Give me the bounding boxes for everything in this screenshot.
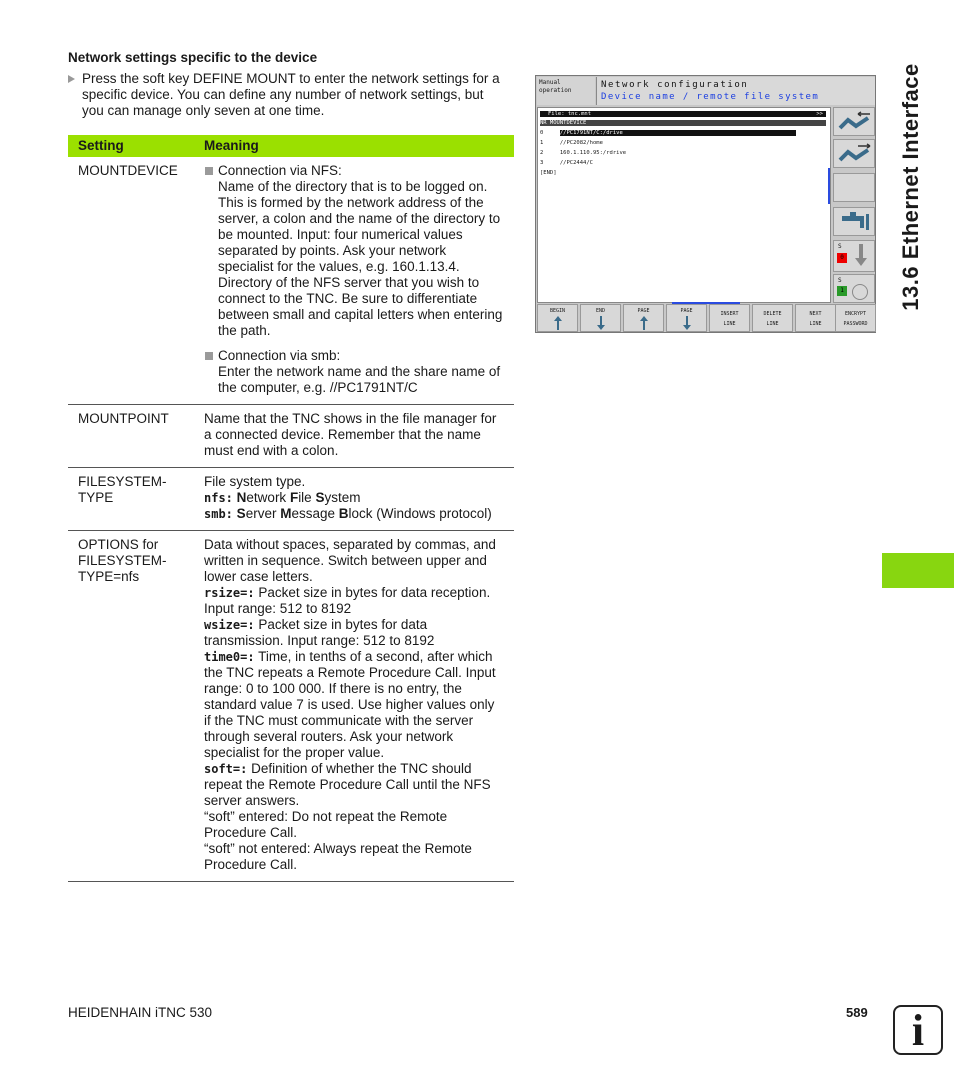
meaning-mountpoint: Name that the TNC shows in the file manager for a connected device. Remember that the name must end with a colon.	[204, 405, 514, 468]
intro-paragraph	[68, 71, 508, 119]
column-header: NR MOUNTDEVICE	[540, 120, 826, 126]
scrollbar[interactable]	[828, 168, 830, 204]
wsize-definition: wsize=: Packet size in bytes for data transmission. Input range: 512 to 8192	[204, 617, 435, 648]
setting-name-line: FILESYSTEM-	[78, 474, 167, 489]
horizontal-softkeys	[537, 304, 876, 332]
table-header-row	[68, 135, 514, 157]
meaning-mountdevice	[204, 157, 514, 405]
softkey-spindle-off[interactable]	[833, 240, 875, 272]
arrow-up-icon	[553, 316, 563, 330]
screen-title	[596, 77, 875, 105]
spindle-label: S	[838, 277, 842, 284]
table-row	[68, 405, 514, 468]
softkey-begin[interactable]: BEGIN	[537, 304, 578, 332]
vertical-softkeys	[833, 107, 875, 303]
softkey-insert-line[interactable]: INSERT LINE	[709, 304, 750, 332]
softkey-delete-line[interactable]: DELETE LINE	[752, 304, 793, 332]
footer-product: HEIDENHAIN iTNC 530	[68, 1005, 213, 1020]
time0-definition: time0=: Time, in tenths of a second, after which the TNC repeats a Remote Procedure Call. Input range: 0 to 100 000. If there is no entry, the standard value 7 is used. Use higher values only if the TNC must communicate with the server through several routers. Ask your network specialist for the proper value.	[204, 649, 496, 760]
mode-line: operation	[539, 87, 572, 94]
end-marker: [END]	[540, 170, 557, 176]
softkey-page-up[interactable]: PAGE	[623, 304, 664, 332]
filesystem-intro: File system type.	[204, 474, 306, 489]
spindle-on-value: 1	[837, 286, 847, 296]
softkey-next-line[interactable]: NEXT LINE	[795, 304, 836, 332]
setting-name-line: OPTIONS for	[78, 537, 159, 552]
softkey-shift-right[interactable]	[833, 139, 875, 168]
setting-mountdevice: MOUNTDEVICE	[68, 157, 204, 405]
tap-icon	[834, 208, 874, 235]
setting-options	[68, 531, 204, 882]
bullet-triangle-icon	[68, 75, 75, 83]
file-table	[537, 107, 831, 303]
table-row[interactable]: 3 //PC2444/C	[540, 160, 593, 166]
setting-filesystem-type	[68, 468, 204, 531]
arrow-down-icon	[854, 244, 868, 268]
mode-line: Manual	[539, 79, 561, 86]
section-heading: Network settings specific to the device	[68, 50, 318, 65]
nfs-text: Name of the directory that is to be logged on. This is formed by the network address of the server, a colon and the name of the directory to be mounted. Input: four numerical values separated by points. Ask your network specialist for the values, e.g. 160.1.13.4. Directory of the NFS server that you wish to connect to the TNC. Be sure to differentiate between small and capital letters when entering the path.	[218, 179, 503, 338]
softkey-shift-left[interactable]	[833, 107, 875, 136]
screen-title-line: Network configuration	[601, 80, 749, 90]
spindle-off-value: 0	[837, 253, 847, 263]
settings-table	[68, 135, 514, 882]
header-meaning: Meaning	[204, 135, 514, 157]
info-icon: i	[893, 1005, 943, 1055]
soft-entered: “soft” entered: Do not repeat the Remote Procedure Call.	[204, 809, 448, 840]
nfs-bullet	[204, 163, 504, 339]
chapter-title-text: 13.6 Ethernet Interface	[898, 63, 923, 311]
softkey-end[interactable]: END	[580, 304, 621, 332]
softkey-spindle-on[interactable]	[833, 274, 875, 303]
setting-name-line: TYPE	[78, 490, 114, 505]
table-row[interactable]: 0 //PC1791NT/C:/drive	[540, 130, 796, 136]
intro-text: Press the soft key DEFINE MOUNT to enter the network settings for a specific device. You can define any number of network settings, but you can manage only seven at one time.	[82, 71, 500, 118]
setting-name-line: TYPE=nfs	[78, 569, 140, 584]
options-intro: Data without spaces, separated by commas, and written in sequence. Switch between upper and lower case letters.	[204, 537, 496, 584]
softkey-encrypt-password[interactable]: ENCRYPT PASSWORD	[835, 304, 876, 332]
nfs-title: Connection via NFS:	[218, 163, 342, 178]
nfs-definition: nfs: Network File System	[204, 490, 361, 505]
file-header: File: tnc.mnt >>	[540, 111, 826, 117]
arrow-down-icon	[596, 316, 606, 330]
setting-name-line: FILESYSTEM-	[78, 553, 167, 568]
softkey-coolant[interactable]	[833, 207, 875, 236]
smb-definition: smb: Server Message Block (Windows protocol)	[204, 506, 492, 521]
setting-mountpoint: MOUNTPOINT	[68, 405, 204, 468]
spindle-icon	[852, 284, 868, 300]
tnc-screen	[535, 75, 876, 333]
arrow-up-icon	[639, 316, 649, 330]
chapter-tab-marker	[882, 553, 954, 588]
spindle-label: S	[838, 243, 842, 250]
arrow-down-icon	[682, 316, 692, 330]
smb-title: Connection via smb:	[218, 348, 341, 363]
meaning-options	[204, 531, 514, 882]
smb-code: smb:	[204, 507, 233, 521]
chapter-title	[893, 52, 929, 322]
header-setting: Setting	[68, 135, 204, 157]
table-row[interactable]: 2 160.1.110.95:/rdrive	[540, 150, 627, 156]
soft-not-entered: “soft” not entered: Always repeat the Remote Procedure Call.	[204, 841, 472, 872]
operating-mode	[537, 77, 595, 105]
smb-text: Enter the network name and the share name of the computer, e.g. //PC1791NT/C	[218, 364, 501, 395]
soft-definition: soft=: Definition of whether the TNC should repeat the Remote Procedure Call until the NFS server answers.	[204, 761, 491, 808]
shift-left-icon	[834, 108, 874, 135]
table-row	[68, 531, 514, 882]
smb-bullet	[204, 348, 504, 396]
meaning-filesystem-type	[204, 468, 514, 531]
softkey-page-down[interactable]: PAGE	[666, 304, 707, 332]
table-row[interactable]: 1 //PC2082/home	[540, 140, 603, 146]
table-row	[68, 157, 514, 405]
softkey-empty[interactable]	[833, 173, 875, 202]
page-number: 589	[846, 1005, 868, 1020]
screen-subtitle-line: Device name / remote file system	[601, 92, 820, 102]
nfs-code: nfs:	[204, 491, 233, 505]
table-row	[68, 468, 514, 531]
shift-right-icon	[834, 140, 874, 167]
rsize-definition: rsize=: Packet size in bytes for data reception. Input range: 512 to 8192	[204, 585, 491, 616]
